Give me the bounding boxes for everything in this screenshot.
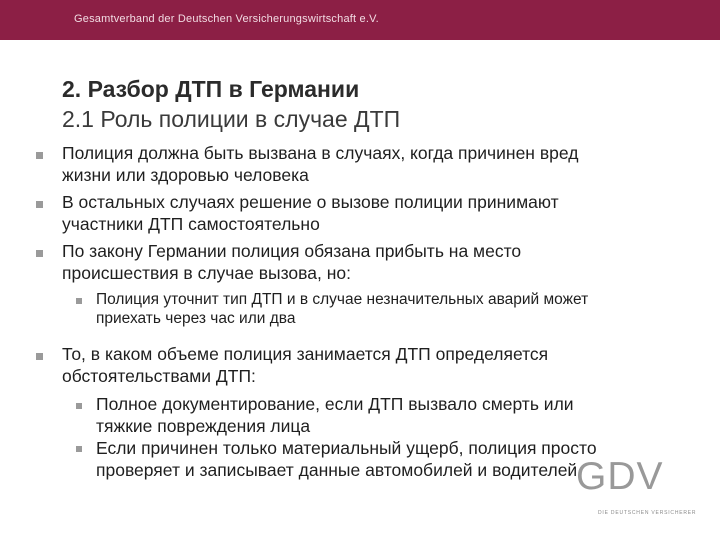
sub-bullet-square-icon — [76, 446, 82, 452]
bullet-4-sub-1-line-1: Полное документирование, если ДТП вызвало смерть или — [96, 394, 574, 414]
bullet-1-line-1: Полиция должна быть вызвана в случаях, когда причинен вред — [62, 143, 579, 163]
bullet-2-line-2: участники ДТП самостоятельно — [62, 214, 320, 234]
bullet-4-sub-2-line-2: проверяет и записывает данные автомобилей и водителей — [96, 460, 578, 480]
bullet-3-line-1: По закону Германии полиция обязана прибыть на место — [62, 241, 522, 261]
bullet-square-icon — [36, 353, 43, 360]
bullet-square-icon — [36, 152, 43, 159]
bullet-4-sub-1-line-2: тяжкие повреждения лица — [96, 416, 311, 436]
sub-bullet-square-icon — [76, 403, 82, 409]
bullet-4 — [62, 343, 702, 387]
slide-title: 2. Разбор ДТП в Германии — [62, 76, 360, 102]
bullet-3-line-2: происшествия в случае вызова, но: — [62, 263, 351, 283]
bullet-2-line-1: В остальных случаях решение о вызове полиции принимают — [62, 192, 559, 212]
bullet-3 — [62, 240, 702, 284]
bullet-4-sub-2-line-1: Если причинен только материальный ущерб, полиция просто — [96, 438, 597, 458]
logo-tagline: DIE DEUTSCHEN VERSICHERER — [598, 510, 697, 516]
bullet-3-sub-1-line-1: Полиция уточнит тип ДТП и в случае незначительных аварий может — [96, 291, 589, 308]
bullet-3-sub-1-line-2: приехать через час или два — [96, 310, 296, 327]
bullet-4-line-1: То, в каком объеме полиция занимается ДТП определяется — [62, 344, 549, 364]
org-name: Gesamtverband der Deutschen Versicherungswirtschaft e.V. — [74, 13, 379, 25]
sub-bullet-square-icon — [76, 298, 82, 304]
header-bar — [0, 0, 720, 40]
bullet-1-line-2: жизни или здоровью человека — [62, 165, 309, 185]
bullet-square-icon — [36, 250, 43, 257]
bullet-3-sub-1 — [96, 290, 706, 328]
bullet-1 — [62, 142, 702, 186]
bullet-4-line-2: обстоятельствами ДТП: — [62, 366, 256, 386]
gdv-logo — [574, 455, 697, 521]
bullet-2 — [62, 191, 702, 235]
logo-text: GDV — [576, 455, 664, 498]
bullet-square-icon — [36, 201, 43, 208]
bullet-4-sub-1 — [96, 393, 706, 437]
slide-subtitle: 2.1 Роль полиции в случае ДТП — [62, 106, 401, 132]
